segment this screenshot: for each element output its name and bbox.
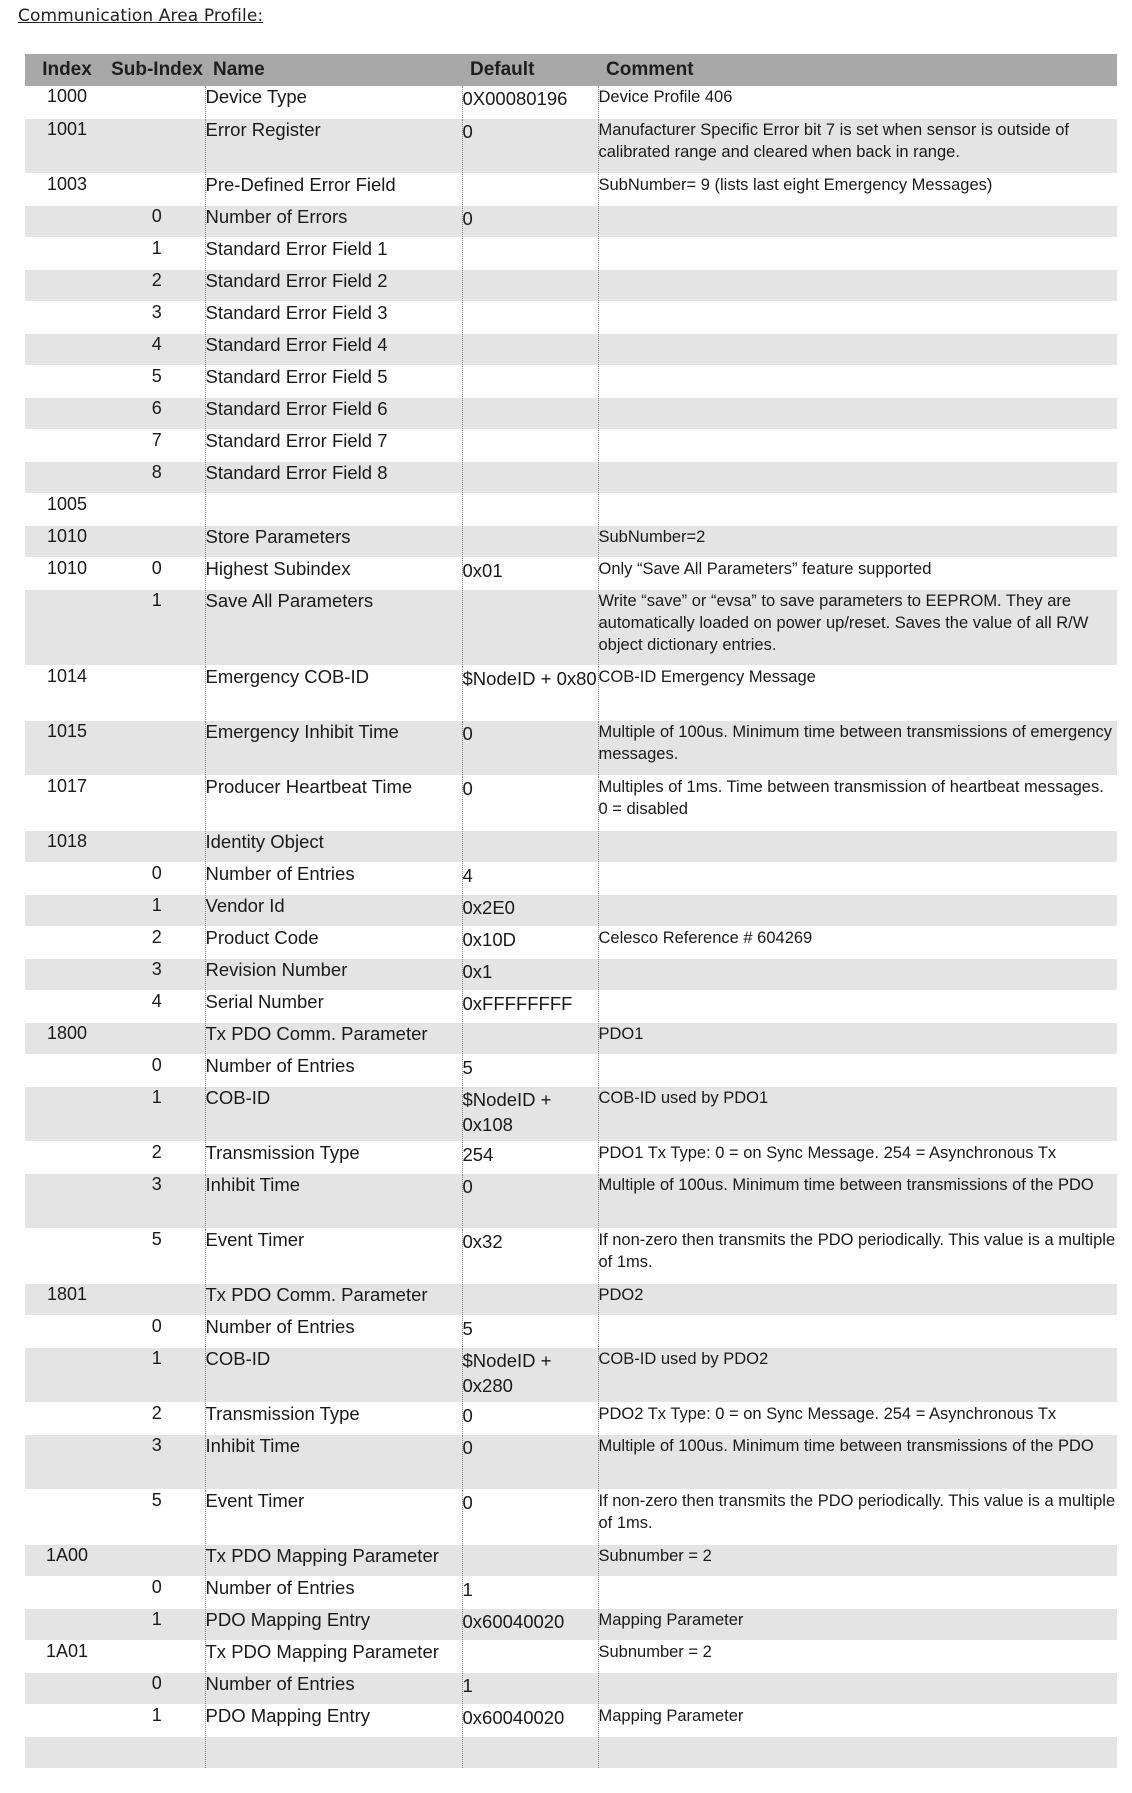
default-cell: [462, 365, 598, 397]
default-cell: [462, 525, 598, 557]
index-cell: 1005: [25, 493, 109, 525]
name-cell: Number of Entries: [205, 1576, 462, 1608]
default-cell: 0x01: [462, 557, 598, 589]
comment-cell: Subnumber = 2: [598, 1640, 1117, 1672]
index-cell: [25, 1704, 109, 1736]
index-cell: 1010: [25, 525, 109, 557]
subindex-cell: [109, 1283, 205, 1315]
name-cell: Standard Error Field 6: [205, 397, 462, 429]
table-row: [25, 830, 1117, 862]
default-cell: 254: [462, 1141, 598, 1173]
table-row: [25, 1228, 1117, 1283]
comment-cell: [598, 237, 1117, 269]
table-row: [25, 1283, 1117, 1315]
name-cell: Standard Error Field 8: [205, 461, 462, 493]
table-row: [25, 720, 1117, 775]
default-cell: 0: [462, 1402, 598, 1434]
table-row: [25, 301, 1117, 333]
name-cell: Emergency COB-ID: [205, 665, 462, 720]
index-cell: 1014: [25, 665, 109, 720]
index-cell: [25, 1672, 109, 1704]
table-row: [25, 461, 1117, 493]
index-cell: [25, 429, 109, 461]
index-cell: 1A01: [25, 1640, 109, 1672]
subindex-cell: [109, 665, 205, 720]
subindex-cell: 1: [109, 1347, 205, 1402]
default-cell: $NodeID + 0x80: [462, 665, 598, 720]
name-cell: Transmission Type: [205, 1141, 462, 1173]
default-cell: [462, 493, 598, 525]
name-cell: Standard Error Field 3: [205, 301, 462, 333]
comment-cell: SubNumber= 9 (lists last eight Emergency Messages): [598, 173, 1117, 205]
table-row: [25, 958, 1117, 990]
comment-cell: [598, 1054, 1117, 1086]
name-cell: PDO Mapping Entry: [205, 1704, 462, 1736]
subindex-cell: 2: [109, 269, 205, 301]
index-cell: [25, 269, 109, 301]
comment-cell: [598, 301, 1117, 333]
subindex-cell: [109, 525, 205, 557]
subindex-cell: [109, 1022, 205, 1054]
index-cell: [25, 1608, 109, 1640]
name-cell: [205, 493, 462, 525]
name-cell: Standard Error Field 2: [205, 269, 462, 301]
comment-cell: [598, 1315, 1117, 1347]
table-row: [25, 1054, 1117, 1086]
table-row: [25, 269, 1117, 301]
name-cell: Number of Entries: [205, 862, 462, 894]
table-row: [25, 557, 1117, 589]
name-cell: Save All Parameters: [205, 589, 462, 665]
comment-cell: [598, 461, 1117, 493]
comment-cell: [598, 990, 1117, 1022]
table-row: [25, 1141, 1117, 1173]
subindex-cell: 2: [109, 926, 205, 958]
table-row: [25, 1544, 1117, 1576]
table-row: [25, 118, 1117, 173]
comment-cell: If non-zero then transmits the PDO periodically. This value is a multiple of 1ms.: [598, 1228, 1117, 1283]
header-default: Default: [462, 54, 598, 86]
name-cell: Pre-Defined Error Field: [205, 173, 462, 205]
communication-profile-table: [25, 54, 1117, 1769]
subindex-cell: 1: [109, 1086, 205, 1141]
table-row: [25, 926, 1117, 958]
default-cell: [462, 429, 598, 461]
default-cell: 0: [462, 118, 598, 173]
default-cell: [462, 1022, 598, 1054]
default-cell: $NodeID + 0x280: [462, 1347, 598, 1402]
subindex-cell: 1: [109, 589, 205, 665]
index-cell: 1801: [25, 1283, 109, 1315]
table-row: [25, 1704, 1117, 1736]
subindex-cell: 0: [109, 1315, 205, 1347]
default-cell: 0x2E0: [462, 894, 598, 926]
table-row: [25, 173, 1117, 205]
default-cell: 0xFFFFFFFF: [462, 990, 598, 1022]
table-row: [25, 665, 1117, 720]
table-row: [25, 990, 1117, 1022]
index-cell: [25, 205, 109, 237]
index-cell: [25, 397, 109, 429]
default-cell: 0x60040020: [462, 1704, 598, 1736]
comment-cell: Multiples of 1ms. Time between transmission of heartbeat messages. 0 = disabled: [598, 775, 1117, 830]
default-cell: [462, 269, 598, 301]
name-cell: Producer Heartbeat Time: [205, 775, 462, 830]
comment-cell: If non-zero then transmits the PDO periodically. This value is a multiple of 1ms.: [598, 1489, 1117, 1544]
table-row: [25, 237, 1117, 269]
table-row: [25, 429, 1117, 461]
name-cell: Error Register: [205, 118, 462, 173]
comment-cell: Device Profile 406: [598, 86, 1117, 118]
name-cell: Highest Subindex: [205, 557, 462, 589]
subindex-cell: 3: [109, 1173, 205, 1228]
subindex-cell: [109, 86, 205, 118]
index-cell: [25, 333, 109, 365]
comment-cell: [598, 205, 1117, 237]
table-row: [25, 1736, 1117, 1768]
index-cell: [25, 926, 109, 958]
table-row: [25, 86, 1117, 118]
index-cell: [25, 1141, 109, 1173]
comment-cell: COB-ID Emergency Message: [598, 665, 1117, 720]
comment-cell: [598, 1576, 1117, 1608]
table-row: [25, 1022, 1117, 1054]
default-cell: 0x10D: [462, 926, 598, 958]
subindex-cell: [109, 1544, 205, 1576]
name-cell: Inhibit Time: [205, 1173, 462, 1228]
name-cell: PDO Mapping Entry: [205, 1608, 462, 1640]
table-row: [25, 397, 1117, 429]
index-cell: [25, 1402, 109, 1434]
index-cell: 1003: [25, 173, 109, 205]
index-cell: [25, 862, 109, 894]
index-cell: [25, 1086, 109, 1141]
default-cell: 5: [462, 1054, 598, 1086]
default-cell: 0x1: [462, 958, 598, 990]
comment-cell: Subnumber = 2: [598, 1544, 1117, 1576]
default-cell: [462, 1283, 598, 1315]
table-row: [25, 1608, 1117, 1640]
subindex-cell: [109, 1640, 205, 1672]
index-cell: [25, 1434, 109, 1489]
table-row: [25, 1086, 1117, 1141]
name-cell: COB-ID: [205, 1086, 462, 1141]
index-cell: [25, 1228, 109, 1283]
index-cell: [25, 1576, 109, 1608]
default-cell: [462, 461, 598, 493]
default-cell: [462, 397, 598, 429]
index-cell: [25, 1347, 109, 1402]
default-cell: 0x32: [462, 1228, 598, 1283]
name-cell: [205, 1736, 462, 1768]
subindex-cell: 3: [109, 1434, 205, 1489]
default-cell: 1: [462, 1672, 598, 1704]
header-comment: Comment: [598, 54, 1117, 86]
default-cell: 0X00080196: [462, 86, 598, 118]
comment-cell: [598, 862, 1117, 894]
comment-cell: Only “Save All Parameters” feature supported: [598, 557, 1117, 589]
name-cell: Number of Entries: [205, 1054, 462, 1086]
name-cell: Number of Entries: [205, 1315, 462, 1347]
default-cell: 4: [462, 862, 598, 894]
table-row: [25, 894, 1117, 926]
index-cell: 1017: [25, 775, 109, 830]
subindex-cell: [109, 720, 205, 775]
subindex-cell: 1: [109, 1704, 205, 1736]
comment-cell: [598, 958, 1117, 990]
table-row: [25, 1315, 1117, 1347]
comment-cell: Celesco Reference # 604269: [598, 926, 1117, 958]
default-cell: [462, 173, 598, 205]
table-row: [25, 1672, 1117, 1704]
name-cell: Identity Object: [205, 830, 462, 862]
subindex-cell: 2: [109, 1402, 205, 1434]
subindex-cell: 7: [109, 429, 205, 461]
table-row: [25, 589, 1117, 665]
index-cell: 1000: [25, 86, 109, 118]
table-header-row: [25, 54, 1117, 86]
subindex-cell: 8: [109, 461, 205, 493]
table-body: [25, 86, 1117, 1768]
comment-cell: [598, 894, 1117, 926]
name-cell: Tx PDO Mapping Parameter: [205, 1544, 462, 1576]
default-cell: 0: [462, 775, 598, 830]
name-cell: Event Timer: [205, 1489, 462, 1544]
name-cell: Tx PDO Comm. Parameter: [205, 1022, 462, 1054]
comment-cell: [598, 493, 1117, 525]
subindex-cell: [109, 173, 205, 205]
default-cell: [462, 830, 598, 862]
header-index: Index: [25, 54, 109, 86]
index-cell: [25, 894, 109, 926]
name-cell: Tx PDO Mapping Parameter: [205, 1640, 462, 1672]
subindex-cell: 5: [109, 1489, 205, 1544]
comment-cell: PDO2: [598, 1283, 1117, 1315]
name-cell: Revision Number: [205, 958, 462, 990]
table-row: [25, 1640, 1117, 1672]
comment-cell: [598, 1736, 1117, 1768]
name-cell: Number of Errors: [205, 205, 462, 237]
default-cell: 0: [462, 1434, 598, 1489]
subindex-cell: 5: [109, 1228, 205, 1283]
subindex-cell: 6: [109, 397, 205, 429]
comment-cell: Multiple of 100us. Minimum time between transmissions of emergency messages.: [598, 720, 1117, 775]
index-cell: [25, 461, 109, 493]
index-cell: [25, 958, 109, 990]
table-row: [25, 862, 1117, 894]
subindex-cell: [109, 1736, 205, 1768]
index-cell: [25, 1315, 109, 1347]
subindex-cell: 2: [109, 1141, 205, 1173]
table-row: [25, 365, 1117, 397]
subindex-cell: [109, 830, 205, 862]
index-cell: 1800: [25, 1022, 109, 1054]
header-subindex: Sub-Index: [109, 54, 205, 86]
table-row: [25, 1173, 1117, 1228]
subindex-cell: 0: [109, 1576, 205, 1608]
subindex-cell: [109, 775, 205, 830]
default-cell: [462, 1736, 598, 1768]
index-cell: 1010: [25, 557, 109, 589]
table-row: [25, 1576, 1117, 1608]
default-cell: [462, 237, 598, 269]
table-row: [25, 1347, 1117, 1402]
table-row: [25, 333, 1117, 365]
default-cell: 1: [462, 1576, 598, 1608]
name-cell: Inhibit Time: [205, 1434, 462, 1489]
default-cell: [462, 301, 598, 333]
default-cell: [462, 1640, 598, 1672]
comment-cell: Mapping Parameter: [598, 1608, 1117, 1640]
subindex-cell: 4: [109, 990, 205, 1022]
name-cell: COB-ID: [205, 1347, 462, 1402]
name-cell: Transmission Type: [205, 1402, 462, 1434]
table-row: [25, 1489, 1117, 1544]
comment-cell: [598, 269, 1117, 301]
name-cell: Standard Error Field 7: [205, 429, 462, 461]
name-cell: Number of Entries: [205, 1672, 462, 1704]
subindex-cell: 0: [109, 1672, 205, 1704]
name-cell: Vendor Id: [205, 894, 462, 926]
comment-cell: PDO2 Tx Type: 0 = on Sync Message. 254 = Asynchronous Tx: [598, 1402, 1117, 1434]
subindex-cell: 3: [109, 958, 205, 990]
comment-cell: COB-ID used by PDO1: [598, 1086, 1117, 1141]
index-cell: [25, 237, 109, 269]
section-title: Communication Area Profile:: [18, 6, 264, 26]
table-row: [25, 205, 1117, 237]
name-cell: Store Parameters: [205, 525, 462, 557]
comment-cell: [598, 333, 1117, 365]
index-cell: 1018: [25, 830, 109, 862]
index-cell: [25, 301, 109, 333]
subindex-cell: [109, 118, 205, 173]
comment-cell: [598, 429, 1117, 461]
comment-cell: Write “save” or “evsa” to save parameters to EEPROM. They are automatically loaded on power up/reset. Saves the value of all R/W object dictionary entries.: [598, 589, 1117, 665]
default-cell: 5: [462, 1315, 598, 1347]
name-cell: Product Code: [205, 926, 462, 958]
subindex-cell: 0: [109, 1054, 205, 1086]
default-cell: 0: [462, 205, 598, 237]
comment-cell: [598, 830, 1117, 862]
name-cell: Device Type: [205, 86, 462, 118]
comment-cell: SubNumber=2: [598, 525, 1117, 557]
index-cell: [25, 1489, 109, 1544]
subindex-cell: 1: [109, 894, 205, 926]
subindex-cell: [109, 493, 205, 525]
comment-cell: [598, 397, 1117, 429]
name-cell: Standard Error Field 5: [205, 365, 462, 397]
header-name: Name: [205, 54, 462, 86]
table-row: [25, 775, 1117, 830]
name-cell: Serial Number: [205, 990, 462, 1022]
default-cell: $NodeID + 0x108: [462, 1086, 598, 1141]
comment-cell: PDO1 Tx Type: 0 = on Sync Message. 254 = Asynchronous Tx: [598, 1141, 1117, 1173]
default-cell: 0: [462, 1173, 598, 1228]
subindex-cell: 5: [109, 365, 205, 397]
table-row: [25, 1402, 1117, 1434]
name-cell: Standard Error Field 4: [205, 333, 462, 365]
table-row: [25, 1434, 1117, 1489]
name-cell: Standard Error Field 1: [205, 237, 462, 269]
comment-cell: Manufacturer Specific Error bit 7 is set when sensor is outside of calibrated range and cleared when back in range.: [598, 118, 1117, 173]
default-cell: 0x60040020: [462, 1608, 598, 1640]
subindex-cell: 1: [109, 1608, 205, 1640]
index-cell: 1015: [25, 720, 109, 775]
name-cell: Event Timer: [205, 1228, 462, 1283]
comment-cell: COB-ID used by PDO2: [598, 1347, 1117, 1402]
default-cell: [462, 1544, 598, 1576]
name-cell: Emergency Inhibit Time: [205, 720, 462, 775]
default-cell: [462, 589, 598, 665]
comment-cell: [598, 365, 1117, 397]
default-cell: 0: [462, 1489, 598, 1544]
subindex-cell: 4: [109, 333, 205, 365]
index-cell: [25, 990, 109, 1022]
subindex-cell: 0: [109, 862, 205, 894]
subindex-cell: 3: [109, 301, 205, 333]
comment-cell: [598, 1672, 1117, 1704]
subindex-cell: 1: [109, 237, 205, 269]
default-cell: [462, 333, 598, 365]
comment-cell: Multiple of 100us. Minimum time between transmissions of the PDO: [598, 1434, 1117, 1489]
index-cell: [25, 1054, 109, 1086]
index-cell: [25, 589, 109, 665]
comment-cell: Mapping Parameter: [598, 1704, 1117, 1736]
default-cell: 0: [462, 720, 598, 775]
index-cell: [25, 1173, 109, 1228]
comment-cell: PDO1: [598, 1022, 1117, 1054]
subindex-cell: 0: [109, 205, 205, 237]
index-cell: 1001: [25, 118, 109, 173]
subindex-cell: 0: [109, 557, 205, 589]
table-row: [25, 493, 1117, 525]
comment-cell: Multiple of 100us. Minimum time between transmissions of the PDO: [598, 1173, 1117, 1228]
index-cell: 1A00: [25, 1544, 109, 1576]
table-row: [25, 525, 1117, 557]
index-cell: [25, 365, 109, 397]
index-cell: [25, 1736, 109, 1768]
name-cell: Tx PDO Comm. Parameter: [205, 1283, 462, 1315]
